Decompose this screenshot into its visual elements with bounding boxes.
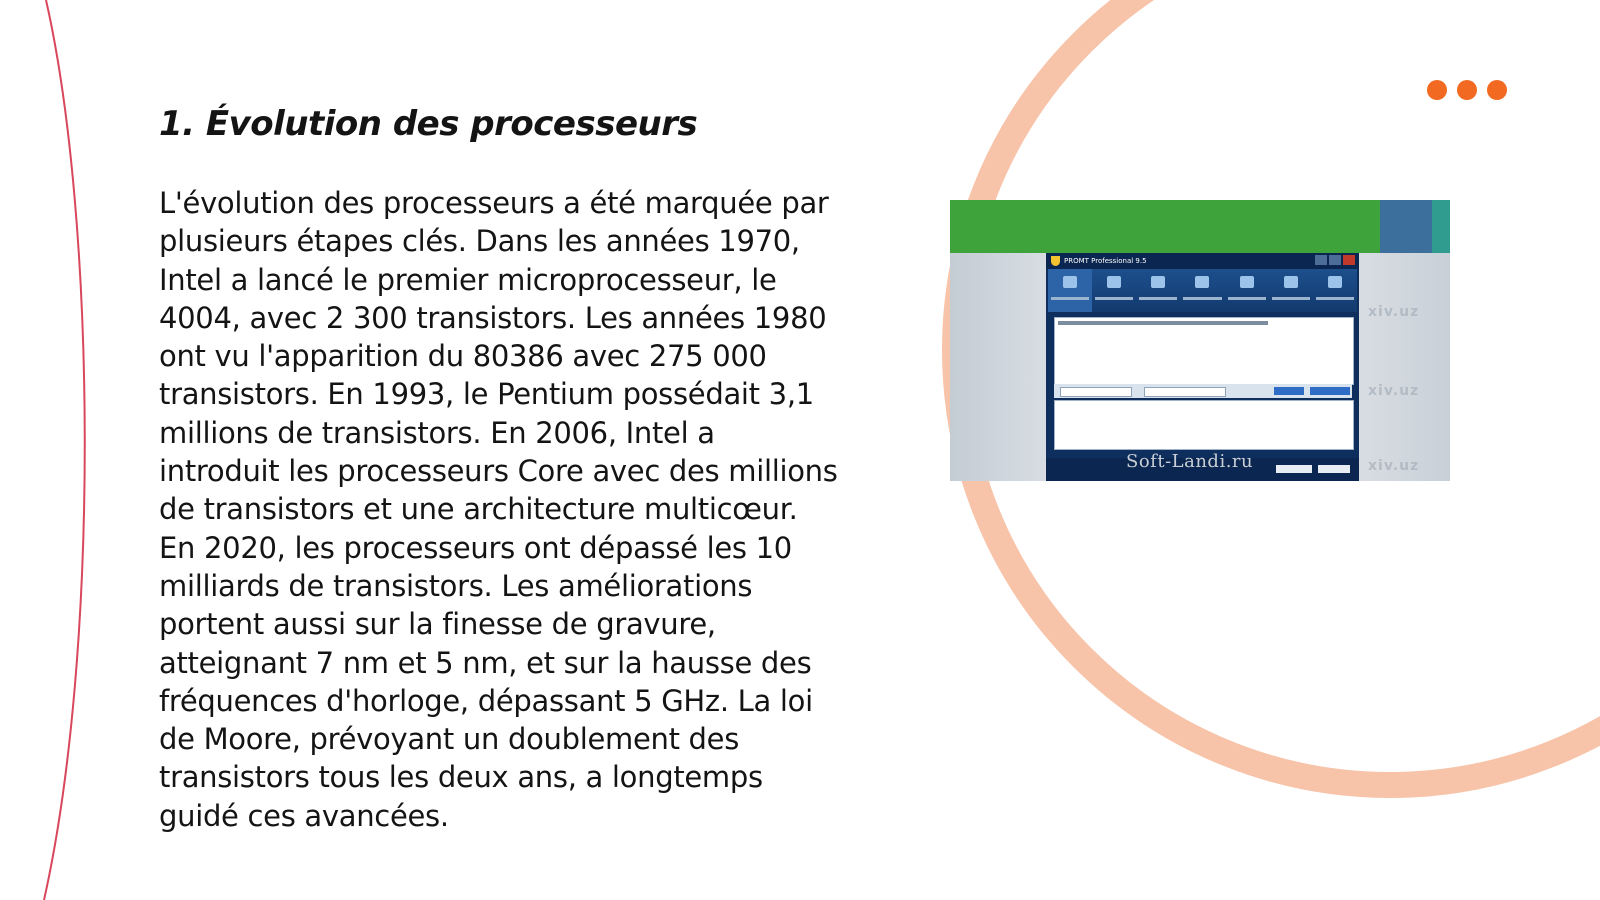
left-border-line bbox=[44, 0, 85, 900]
image-top-banner-accent bbox=[1432, 200, 1450, 253]
image-left-background bbox=[950, 253, 1046, 481]
toolbar-item bbox=[1225, 269, 1269, 312]
globe-icon bbox=[1284, 276, 1298, 288]
app-window-title bbox=[1046, 253, 1359, 269]
translate-icon bbox=[1063, 276, 1077, 288]
target-text-pane bbox=[1054, 400, 1354, 450]
more-dots-icon bbox=[1427, 80, 1507, 100]
toolbar-item bbox=[1048, 269, 1092, 312]
shield-icon bbox=[1051, 256, 1060, 266]
app-window bbox=[1046, 253, 1359, 481]
options-button bbox=[1310, 387, 1350, 395]
slide-body-text: L'évolution des processeurs a été marquée par plusieurs étapes clés. Dans les années 1970, Intel a lancé le premier microprocesseur, le 4004, avec 2 300 transistors. Les années 1980 ont vu l'apparition du 80386 avec 275 000 transistors. En 1993, le Pentium possédait 3,1 millions de transistors. En 2006, Intel a introduit les processeurs Core avec des millions de transistors et une architecture multicœur. En 2020, les processeurs ont dépassé les 10 milliards de transistors. Les améliorations portent aussi sur la finesse de gravure, atteignant 7 nm et 5 nm, et sur la hausse des fréquences d'horloge, dépassant 5 GHz. La loi de Moore, prévoyant un doublement des transistors tous les deux ans, a longtemps guidé ces avancées. bbox=[159, 186, 838, 833]
source-text-pane bbox=[1054, 317, 1354, 385]
image-top-banner bbox=[950, 200, 1450, 253]
folder-icon bbox=[1151, 276, 1165, 288]
side-watermark: xiv.uz bbox=[1368, 458, 1420, 474]
toolbar-item bbox=[1269, 269, 1313, 312]
app-toolbar bbox=[1048, 269, 1357, 312]
minimize-icon bbox=[1315, 255, 1327, 265]
maximize-icon bbox=[1329, 255, 1341, 265]
toolbar-item bbox=[1136, 269, 1180, 312]
side-watermark: xiv.uz bbox=[1368, 304, 1420, 320]
slide-title: 1. Évolution des processeurs bbox=[159, 104, 698, 144]
dot bbox=[1457, 80, 1477, 100]
image-right-background bbox=[1359, 253, 1450, 481]
close-icon bbox=[1343, 255, 1355, 265]
side-watermark: xiv.uz bbox=[1368, 383, 1420, 399]
toolbar-item bbox=[1180, 269, 1224, 312]
toolbar-item bbox=[1313, 269, 1357, 312]
dot bbox=[1427, 80, 1447, 100]
software-screenshot-image bbox=[950, 200, 1450, 481]
direction-select bbox=[1060, 387, 1132, 397]
app-window-title-text: PROMT Professional 9.5 bbox=[1064, 257, 1147, 265]
dot bbox=[1487, 80, 1507, 100]
document-icon bbox=[1107, 276, 1121, 288]
translation-options-bar bbox=[1054, 384, 1352, 398]
settings-icon bbox=[1328, 276, 1342, 288]
translate-button bbox=[1274, 387, 1304, 395]
monitor-icon bbox=[1195, 276, 1209, 288]
book-icon bbox=[1240, 276, 1254, 288]
subject-select bbox=[1144, 387, 1226, 397]
toolbar-item bbox=[1092, 269, 1136, 312]
image-watermark: Soft-Landi.ru bbox=[1126, 451, 1254, 472]
